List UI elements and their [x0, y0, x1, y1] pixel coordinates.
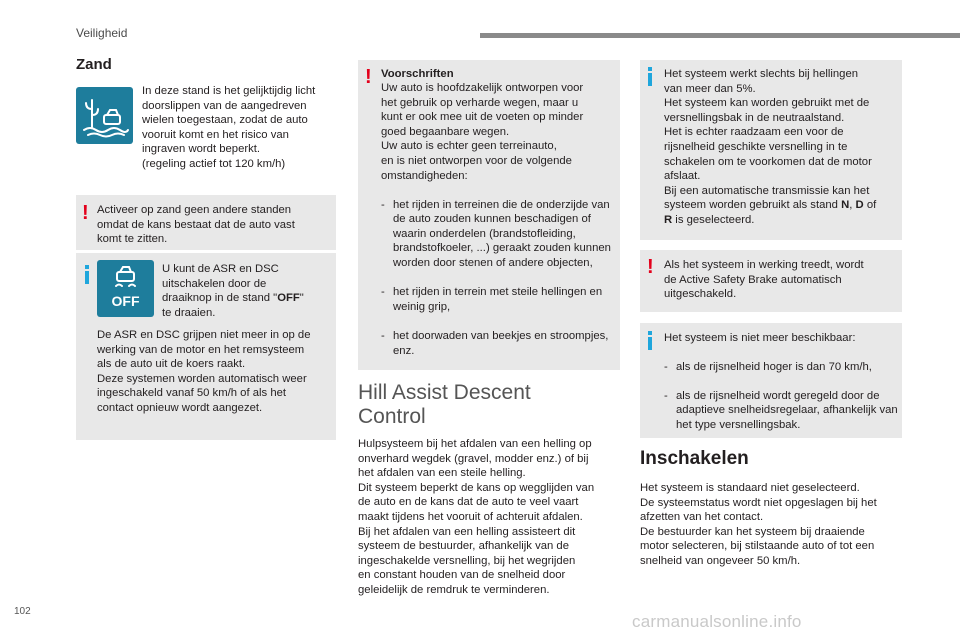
warning-text-zand: Activeer op zand geen andere standen omdat de kans bestaat dat de auto vast komt te zitten. [97, 204, 295, 246]
info-icon [648, 67, 652, 86]
page-number: 102 [14, 606, 31, 617]
list-item: - het rijden in terreinen die de onderzijde van de auto zouden kunnen beschadigen of waarin onderdelen (brandstofleiding, brandstofkoeler, ...) geraakt zouden kunnen worden door stenen of andere objecten, [381, 198, 611, 269]
warning-icon: ! [365, 66, 372, 88]
watermark: carmanualsonline.info [632, 612, 802, 631]
info-body-off: De ASR en DSC grijpen niet meer in op de werking van de motor en het remsysteem als de auto uit de koers raakt. Deze systemen worden automatisch weer ingeschakeld vanaf 50 km/h of als het contact opnieuw wordt aangezet. [97, 329, 311, 414]
hadc-body: Hulpsysteem bij het afdalen van een helling op onverhard wegdek (gravel, modder enz.) of bij het afdalen van een steile helling. Dit systeem beperkt de kans op wegglijden van de auto en de kans dat de auto te veel vaart maakt tijdens het vooruit of achteruit afdalen. Bij het afdalen van een helling assisteert dit systeem de bestuurder, afhankelijk van de ingeschakelde versnelling, bij het wegrijden en constant houden van de snelheid door geleidelijk de remdruk te verminderen. [358, 438, 595, 596]
info-title-beschikbaar: Het systeem is niet meer beschikbaar: [664, 332, 856, 344]
zand-intro: In deze stand is het gelijktijdig licht doorslippen van de aangedreven wielen toegestaan, zodat de auto vooruit komt en het risico van ingraven wordt beperkt. (regeling actief tot 120 km/h) [142, 85, 316, 170]
list-item: - het doorwaden van beekjes en stroompjes, enz. [381, 329, 609, 357]
section-title-hadc: Hill Assist Descent Control [358, 381, 531, 428]
list-item: - als de rijsnelheid hoger is dan 70 km/h, [664, 360, 872, 373]
voorschriften-body: Uw auto is hoofdzakelijk ontworpen voor het gebruik op verharde wegen, maar u kunt er ook mee uit de voeten op minder goed begaanbare wegen. Uw auto is echter geen terreinauto, en is niet ontworpen voor de volgende omstandigheden: [381, 82, 584, 182]
header-bar [480, 33, 960, 38]
info-text-hellingen: Het systeem werkt slechts bij hellingen van meer dan 5%. Het systeem kan worden gebruikt met de versnellingsbak in de neutraalstand. Het is echter raadzaam een voor de rijsnelheid geschikte versnelling in te schakelen om te voorkomen dat de motor afslaat. Bij een automatische transmissie kan het systeem worden gebruikt als stand N, D of R is geselecteerd. [664, 68, 877, 226]
info-list-beschikbaar [664, 345, 900, 447]
off-label: OFF [111, 293, 140, 309]
warning-text-asb: Als het systeem in werking treedt, wordt de Active Safety Brake automatisch uitgeschakeld. [664, 259, 864, 301]
info-icon [648, 331, 652, 350]
heading-zand: Zand [76, 56, 112, 73]
list-item: - als de rijsnelheid wordt geregeld door de adaptieve snelheidsregelaar, afhankelijk van het type versnellingsbak. [664, 389, 898, 431]
warning-icon: ! [647, 256, 654, 278]
inschakelen-body: Het systeem is standaard niet geselecteerd. De systeemstatus wordt niet opgeslagen bij het afzetten van het contact. De bestuurder kan het systeem bij draaiende motor selecteren, bij stilstaande auto of tot een snelheid van ongeveer 50 km/h. [640, 482, 877, 567]
list-item: - het rijden in terrein met steile hellingen en weinig grip, [381, 286, 603, 313]
heading-inschakelen: Inschakelen [640, 448, 749, 469]
warning-icon: ! [82, 202, 89, 224]
sand-mode-icon [76, 87, 133, 144]
dsc-off-icon [97, 260, 154, 317]
voorschriften-title: Voorschriften [381, 68, 454, 80]
info-icon [85, 265, 89, 284]
voorschriften-list [381, 183, 617, 373]
info-text-off: U kunt de ASR en DSC uitschakelen door de draaiknop in de stand "OFF" te draaien. [162, 263, 304, 319]
section-title: Veiligheid [76, 26, 128, 40]
